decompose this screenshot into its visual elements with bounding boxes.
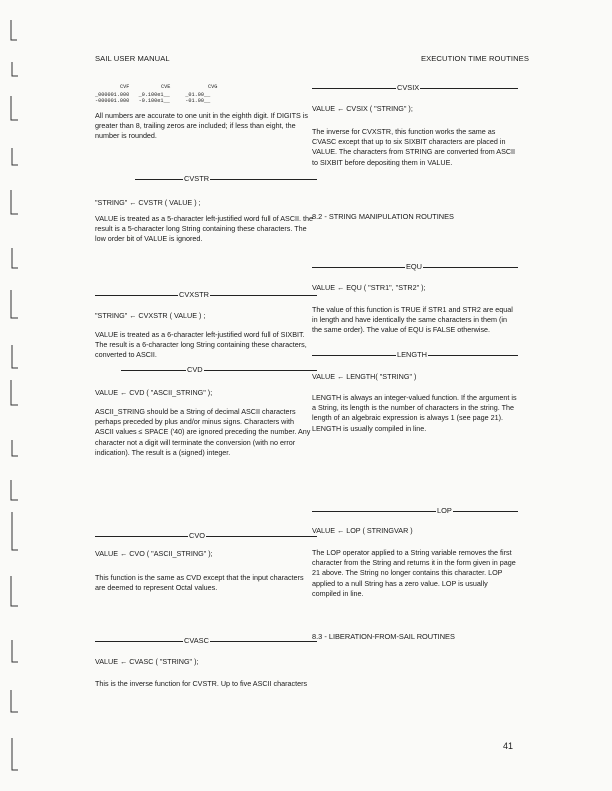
- equ-title: EQU: [406, 262, 423, 271]
- margin-tick: [12, 738, 18, 770]
- margin-tick: [12, 345, 18, 368]
- cvsix-heading: [312, 83, 518, 93]
- cvsix-syntax: VALUE ← CVSIX ( "STRING" );: [312, 104, 413, 113]
- length-description: LENGTH is always an integer-valued function. If the argument is a String, its length is the number of characters in the string. The length of an algebraic expression is always 1 (see page 21). LENGTH is usually compiled in line.: [312, 393, 517, 433]
- running-header-chapter: EXECUTION TIME ROUTINES: [420, 54, 529, 63]
- cvstr-heading: [135, 174, 317, 184]
- margin-tick: [12, 62, 18, 76]
- running-header-title: SAIL USER MANUAL: [95, 54, 170, 63]
- cvasc-heading: [95, 636, 317, 646]
- cvo-syntax: VALUE ← CVO ( "ASCII_STRING" );: [95, 549, 213, 558]
- cvasc-description: This is the inverse function for CVSTR. Up to five ASCII characters: [95, 679, 308, 688]
- cvd-heading: [121, 365, 317, 375]
- length-syntax: VALUE ← LENGTH( "STRING" ): [312, 372, 417, 381]
- cvsix-title: CVSIX: [397, 83, 420, 92]
- digits-accuracy-note: All numbers are accurate to one unit in the eighth digit. If DIGITS is greater than 8, trailing zeros are included; if less than eight, the number is rounded.: [95, 111, 308, 141]
- margin-tick: [11, 690, 18, 712]
- cvo-heading: [95, 531, 317, 541]
- margin-tick: [11, 290, 18, 318]
- cvasc-syntax: VALUE ← CVASC ( "STRING" );: [95, 657, 199, 666]
- cvxstr-description: VALUE is treated as a 6-character left-justified word full of SIXBIT. The result is a 6-character long String containing these characters, converted to ASCII.: [95, 330, 307, 360]
- cvo-description: This function is the same as CVD except that the input characters are deemed to represent Octal values.: [95, 573, 304, 593]
- equ-heading: [312, 262, 518, 272]
- cvxstr-title: CVXSTR: [179, 290, 209, 299]
- margin-tick: [12, 640, 18, 662]
- cvstr-title: CVSTR: [184, 174, 210, 183]
- cvasc-title: CVASC: [184, 636, 209, 645]
- table-row: -000001.000 -0.100e1__ -01.00__: [95, 98, 211, 105]
- length-title: LENGTH: [397, 350, 427, 359]
- margin-tick: [11, 20, 17, 40]
- cvd-syntax: VALUE ← CVD ( "ASCII_STRING" );: [95, 388, 213, 397]
- margin-tick: [12, 248, 18, 268]
- lop-description: The LOP operator applied to a String variable removes the first character from the String and returns it in the form given in page 21 above. The String no longer contains this character. LOP applied to a null String has a zero value. LOP is usually compiled in line.: [312, 548, 516, 598]
- table-header-cve: CVE: [161, 84, 171, 90]
- table-row: _000001.000 _0.100e1__ _01.00__: [95, 92, 211, 98]
- page-number: 41: [503, 741, 514, 751]
- binder-margin: [8, 0, 28, 791]
- lop-heading: [312, 506, 518, 516]
- section-heading-liberation-from-sail: 8.3 - LIBERATION-FROM-SAIL ROUTINES: [312, 632, 455, 641]
- margin-tick: [11, 96, 18, 120]
- cvsix-description: The inverse for CVXSTR, this function works the same as CVASC except that up to six SIXBIT characters are placed in VALUE. The characters from STRING are converted from ASCII to SIXBIT before depositing them in VALUE.: [312, 127, 516, 167]
- lop-title: LOP: [437, 506, 452, 515]
- margin-tick: [12, 148, 18, 165]
- lop-syntax: VALUE ← LOP ( STRINGVAR ): [312, 526, 413, 535]
- binder-marks: [8, 0, 28, 791]
- margin-tick: [11, 380, 18, 405]
- equ-syntax: VALUE ← EQU ( "STR1", "STR2" );: [312, 283, 426, 292]
- equ-description: The value of this function is TRUE if STR1 and STR2 are equal in length and have identically the same characters in them (in the same order). The value of EQU is FALSE otherwise.: [312, 305, 513, 335]
- cvstr-description: VALUE is treated as a 5-character left-justified word full of ASCII. the result is a 5-character long String containing these characters. The low order bit of VALUE is ignored.: [95, 214, 313, 244]
- margin-tick: [11, 576, 18, 606]
- table-header-cvg: CVG: [208, 84, 218, 90]
- cvxstr-syntax: "STRING" ← CVXSTR ( VALUE ) ;: [95, 311, 206, 320]
- length-heading: [312, 350, 518, 360]
- cvd-title: CVD: [187, 365, 203, 374]
- margin-tick: [12, 440, 18, 456]
- section-heading-string-manipulation: 8.2 - STRING MANIPULATION ROUTINES: [312, 212, 454, 221]
- conversion-example-table: [95, 84, 313, 104]
- cvxstr-heading: [95, 290, 317, 300]
- table-header-cvf: CVF: [120, 84, 130, 90]
- margin-tick: [12, 512, 18, 550]
- margin-tick: [11, 480, 18, 500]
- cvo-title: CVO: [189, 531, 206, 540]
- margin-tick: [11, 190, 18, 214]
- cvd-description: ASCII_STRING should be a String of decimal ASCII characters perhaps preceded by plus and/or minus signs. Characters with ASCII values ≤ SPACE ('40) are ignored preceding the number. Any character not a digit will terminate the conversion (with no error indication). The result is a (signed) integer.: [95, 407, 311, 457]
- cvstr-syntax: "STRING" ← CVSTR ( VALUE ) ;: [95, 198, 201, 207]
